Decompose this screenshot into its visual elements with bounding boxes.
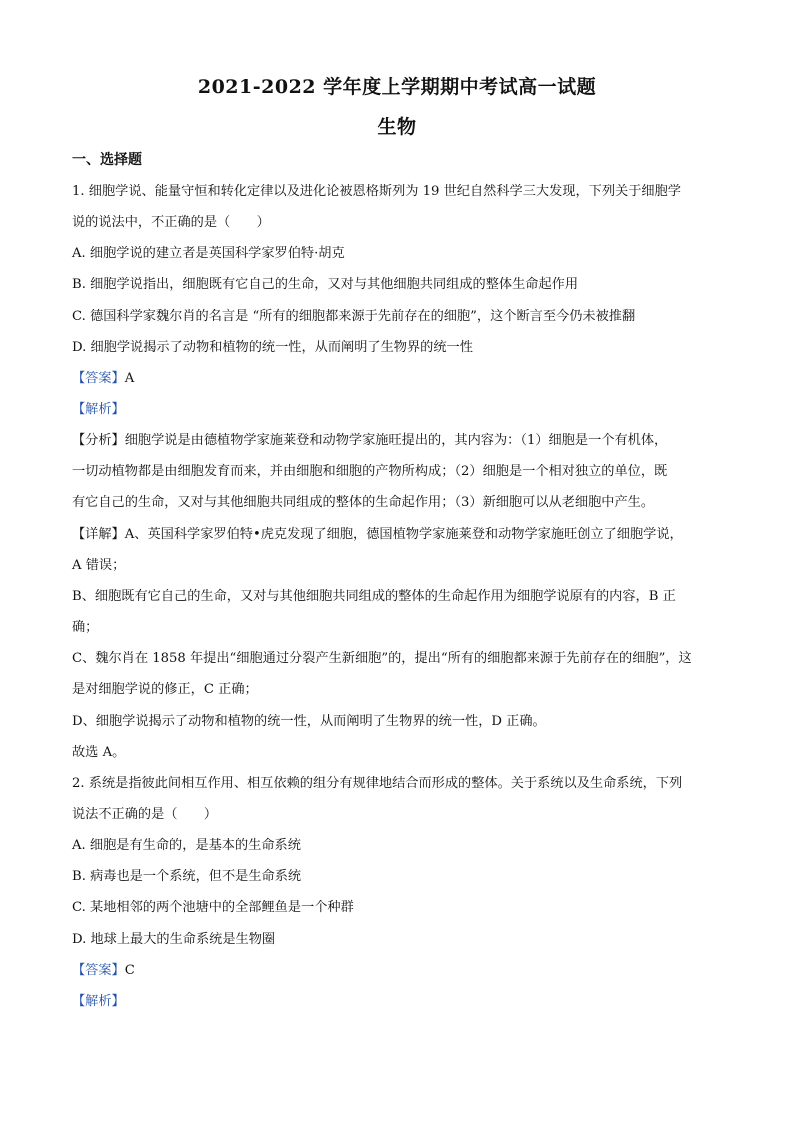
- detail-text: A、英国科学家罗伯特•虎克发现了细胞，德国植物学家施莱登和动物学家施旺创立了细胞学说，: [124, 527, 683, 542]
- q1-option-d: D. 细胞学说揭示了动物和植物的统一性，从而阐明了生物界的统一性: [72, 340, 473, 355]
- q2-option-a: A. 细胞是有生命的，是基本的生命系统: [72, 838, 301, 853]
- q2-option-b: B. 病毒也是一个系统，但不是生命系统: [72, 869, 302, 884]
- detail-tag: 【详解】: [72, 527, 125, 542]
- q1-stem-line1: 1. 细胞学说、能量守恒和转化定律以及进化论被恩格斯列为 19 世纪自然科学三大发现，下列关于细胞学: [72, 184, 681, 199]
- q1-fenxi-line2: 一切动植物都是由细胞发育而来，并由细胞和细胞的产物所构成；（2）细胞是一个相对独立的单位，既: [72, 464, 668, 479]
- q2-option-d: D. 地球上最大的生命系统是生物圈: [72, 932, 276, 947]
- q1-option-c: C. 德国科学家魏尔肖的名言是 “所有的细胞都来源于先前存在的细胞”，这个断言至今仍未被推翻: [72, 309, 636, 324]
- q1-detail-line7: D、细胞学说揭示了动物和植物的统一性，从而阐明了生物界的统一性，D 正确。: [72, 714, 546, 729]
- answer-tag: 【答案】: [72, 963, 125, 978]
- section-heading: 一、选择题: [72, 152, 142, 168]
- q1-stem-line2: 说的说法中，不正确的是（ ）: [72, 215, 270, 230]
- q1-detail-line1: [72, 526, 724, 544]
- q1-fenxi-line1: [72, 432, 724, 450]
- q2-stem-line2: 说法不正确的是（ ）: [72, 807, 218, 822]
- exam-title: 2021-2022 学年度上学期期中考试高一试题: [197, 76, 597, 98]
- answer-value: A: [124, 371, 135, 386]
- q2-analysis-tag: 【解析】: [72, 994, 125, 1009]
- fenxi-tag: 【分析】: [72, 433, 125, 448]
- q1-detail-line2: A 错误；: [72, 558, 126, 573]
- q1-answer: [72, 370, 724, 388]
- subject-title: 生物: [377, 116, 417, 138]
- fenxi-text: 细胞学说是由德植物学家施莱登和动物学家施旺提出的，其内容为：（1）细胞是一个有机体，: [124, 433, 668, 448]
- answer-value: C: [124, 963, 135, 978]
- q1-detail-line3: B、细胞既有它自己的生命，又对与其他细胞共同组成的整体的生命起作用为细胞学说原有的内容，B 正: [72, 589, 676, 604]
- q1-detail-line4: 确；: [72, 620, 99, 635]
- answer-tag: 【答案】: [72, 371, 125, 386]
- q2-answer: [72, 962, 724, 980]
- q1-conclusion: 故选 A。: [72, 745, 126, 760]
- q1-analysis-tag: 【解析】: [72, 402, 125, 417]
- q1-detail-line5: C、魏尔肖在 1858 年提出“细胞通过分裂产生新细胞”的，提出“所有的细胞都来源于先前存在的细胞”，这: [72, 651, 692, 666]
- q2-option-c: C. 某地相邻的两个池塘中的全部鲤鱼是一个种群: [72, 900, 354, 915]
- q1-fenxi-line3: 有它自己的生命，又对与其他细胞共同组成的整体的生命起作用；（3）新细胞可以从老细胞中产生。: [72, 495, 655, 510]
- q1-option-a: A. 细胞学说的建立者是英国科学家罗伯特·胡克: [72, 246, 345, 261]
- q2-stem-line1: 2. 系统是指彼此间相互作用、相互依赖的组分有规律地结合而形成的整体。关于系统以及生命系统，下列: [72, 776, 683, 791]
- q1-option-b: B. 细胞学说指出，细胞既有它自己的生命，又对与其他细胞共同组成的整体生命起作用: [72, 277, 579, 292]
- q1-detail-line6: 是对细胞学说的修正，C 正确；: [72, 682, 258, 697]
